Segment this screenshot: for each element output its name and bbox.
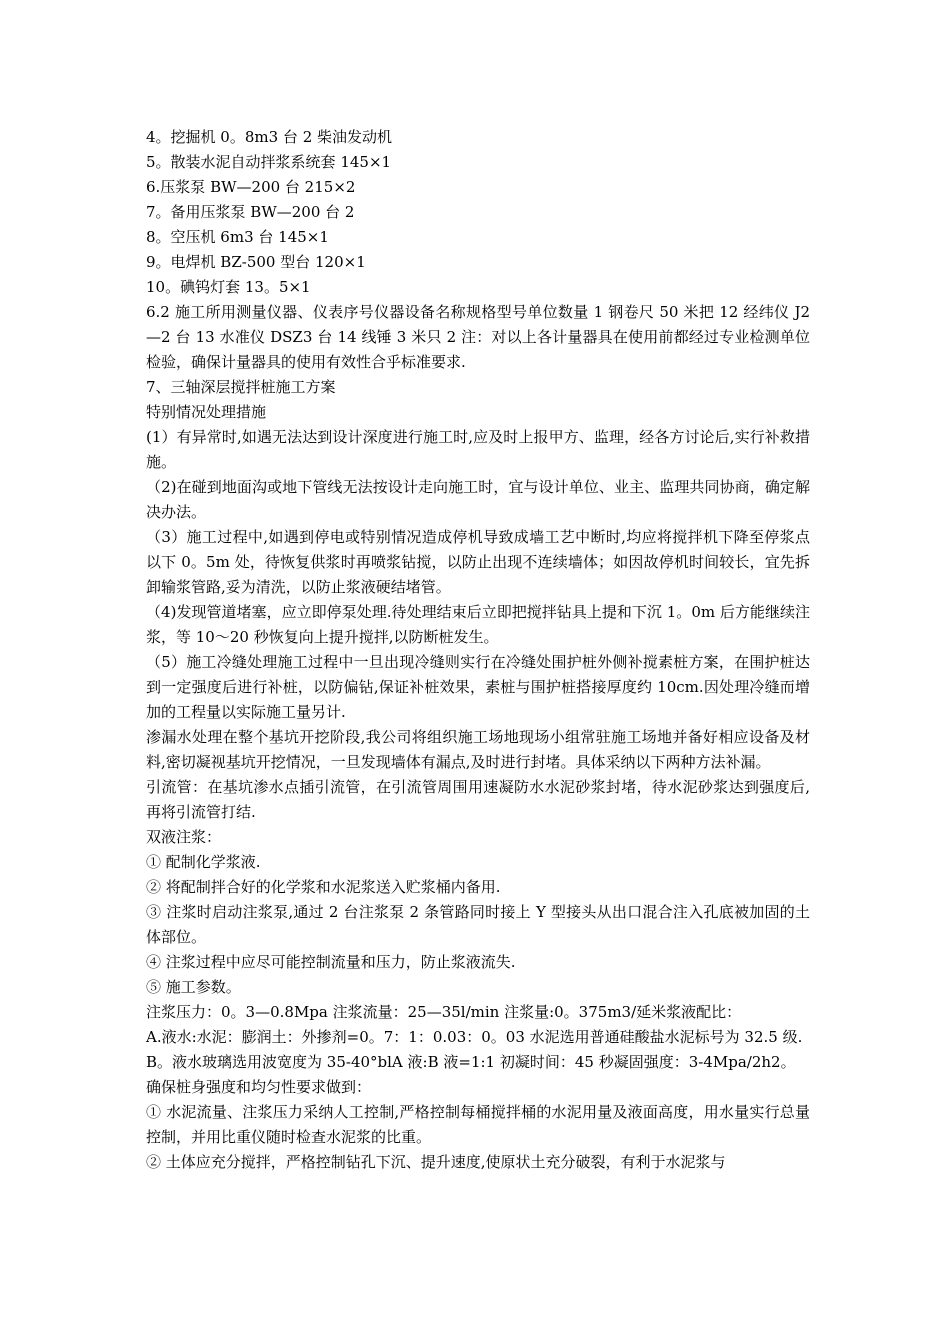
- equipment-item-7: 7。备用压浆泵 BW—200 台 2: [146, 203, 355, 221]
- drainage-pipe-paragraph: 引流管：在基坑渗水点插引流管，在引流管周围用速凝防水水泥砂浆封堵，待水泥砂浆达到强度后,再将引流管打结.: [146, 778, 810, 821]
- measure-4-paragraph: （4)发现管道堵塞，应立即停泵处理.待处理结束后立即把搅拌钻具上提和下沉 1。0m 后方能继续注浆，等 10～20 秒恢复向上提升搅拌,以防断桩发生。: [146, 603, 810, 646]
- equipment-item-4: 4。挖掘机 0。8m3 台 2 柴油发动机: [146, 128, 393, 146]
- equipment-item-10: 10。碘钨灯套 13。5×1: [146, 278, 311, 296]
- double-grouting-heading: 双液注浆：: [146, 828, 222, 846]
- grouting-step-5: ⑤ 施工参数。: [146, 978, 241, 996]
- measuring-instruments-paragraph: 6.2 施工所用测量仪器、仪表序号仪器设备名称规格型号单位数量 1 钢卷尺 50 米把 12 经纬仪 J2—2 台 13 水准仪 DSZ3 台 14 线锤 3 米只 2 注：对以上各计量器具在使用前都经过专业检测单位检验，确保计量器具的使用有效性合乎标准要求.: [146, 303, 810, 371]
- measure-3-paragraph: （3）施工过程中,如遇到停电或特别情况造成停机导致成墙工艺中断时,均应将搅拌机下降至停浆点以下 0。5m 处，待恢复供浆时再喷浆钻搅，以防止出现不连续墙体；如因故停机时间较长，宜先拆卸输浆管路,妥为清洗，以防止浆液硬结堵管。: [146, 528, 810, 596]
- grouting-step-4: ④ 注浆过程中应尽可能控制流量和压力，防止浆液流失.: [146, 953, 516, 971]
- equipment-item-8: 8。空压机 6m3 台 145×1: [146, 228, 329, 246]
- subheading-special-measures: 特别情况处理措施: [146, 403, 267, 421]
- strength-requirements-heading: 确保桩身强度和均匀性要求做到：: [146, 1078, 372, 1096]
- grouting-parameters: 注浆压力：0。3—0.8Mpa 注浆流量：25—35l/min 注浆量:0。375m3/延米浆液配比：: [146, 1003, 742, 1021]
- liquid-b-ratio: B。液水玻璃选用波宽度为 35-40°blA 液:B 液=1:1 初凝时间：45 秒凝固强度：3-4Mpa/2h2。: [146, 1053, 796, 1071]
- document-body: [146, 125, 810, 1175]
- grouting-step-1: ① 配制化学浆液.: [146, 853, 261, 871]
- requirement-2: ② 土体应充分搅拌，严格控制钻孔下沉、提升速度,使原状土充分破裂，有利于水泥浆与: [146, 1153, 726, 1171]
- section-heading-7: 7、三轴深层搅拌桩施工方案: [146, 378, 336, 396]
- equipment-item-6: 6.压浆泵 BW—200 台 215×2: [146, 178, 356, 196]
- grouting-step-3: ③ 注浆时启动注浆泵,通过 2 台注浆泵 2 条管路同时接上 Y 型接头从出口混合注入孔底被加固的土体部位。: [146, 903, 810, 946]
- liquid-a-ratio: A.液水:水泥：膨润土：外掺剂=0。7：1：0.03：0。03 水泥选用普通硅酸盐水泥标号为 32.5 级.: [146, 1028, 803, 1046]
- grouting-step-2: ② 将配制拌合好的化学浆和水泥浆送入贮浆桶内备用.: [146, 878, 501, 896]
- measure-1-paragraph: (1）有异常时,如遇无法达到设计深度进行施工时,应及时上报甲方、监理，经各方讨论后,实行补救措施。: [146, 428, 810, 471]
- equipment-item-9: 9。电焊机 BZ-500 型台 120×1: [146, 253, 366, 271]
- measure-5-paragraph: （5）施工冷缝处理施工过程中一旦出现冷缝则实行在冷缝处围护桩外侧补搅素桩方案，在围护桩达到一定强度后进行补桩，以防偏钻,保证补桩效果，素桩与围护桩搭接厚度约 10cm.因处理冷缝而增加的工程量以实际施工量另计.: [146, 653, 810, 721]
- measure-2-paragraph: （2)在碰到地面沟或地下管线无法按设计走向施工时，宜与设计单位、业主、监理共同协商，确定解决办法。: [146, 478, 810, 521]
- requirement-1: ① 水泥流量、注浆压力采纳人工控制,严格控制每桶搅拌桶的水泥用量及液面高度，用水量实行总量控制，并用比重仪随时检查水泥浆的比重。: [146, 1103, 810, 1146]
- leakage-paragraph: 渗漏水处理在整个基坑开挖阶段,我公司将组织施工场地现场小组常驻施工场地并备好相应设备及材料,密切凝视基坑开挖情况，一旦发现墙体有漏点,及时进行封堵。具体采纳以下两种方法补漏。: [146, 728, 810, 771]
- equipment-item-5: 5。散装水泥自动拌浆系统套 145×1: [146, 153, 392, 171]
